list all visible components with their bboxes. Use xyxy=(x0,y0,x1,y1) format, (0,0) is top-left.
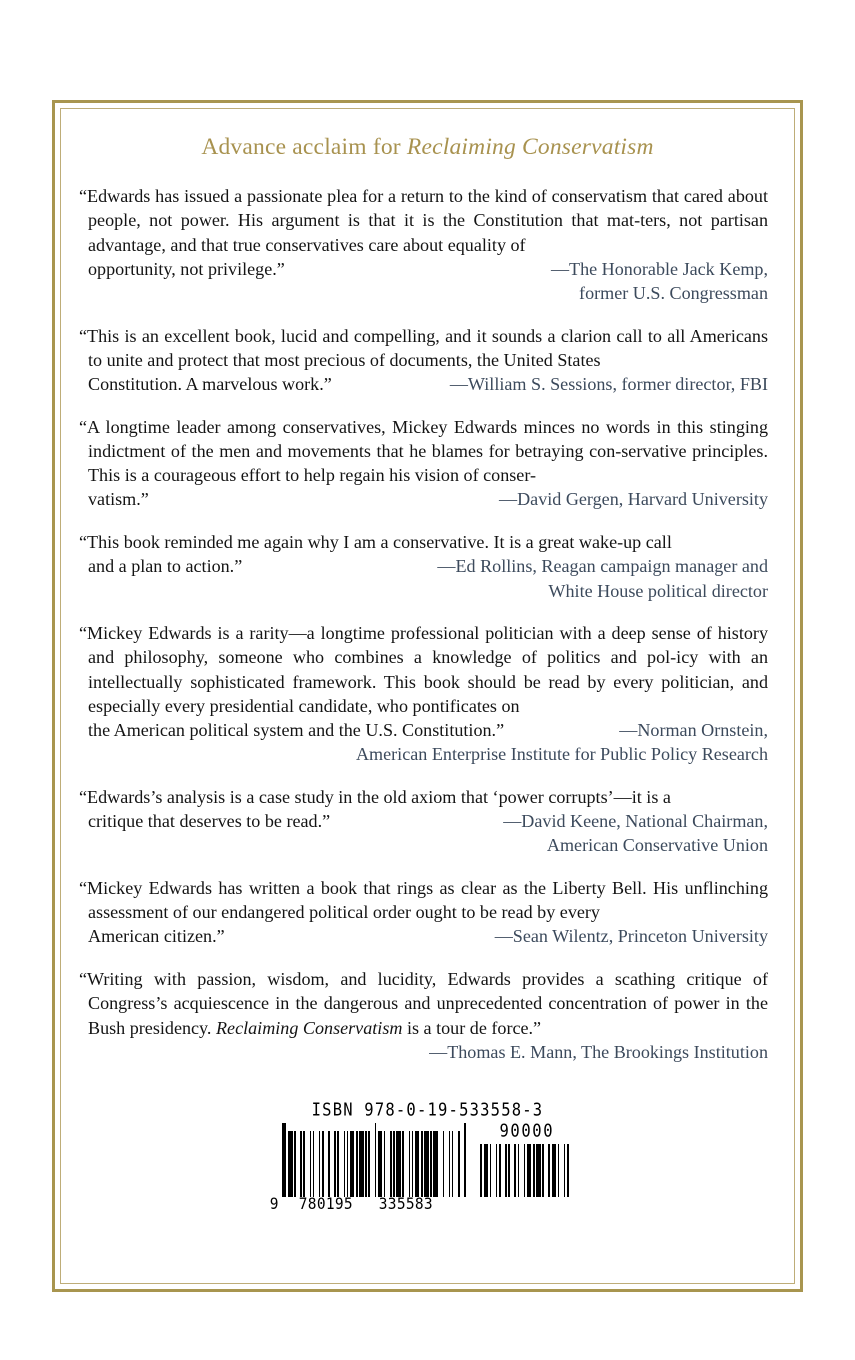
blurb-last-line xyxy=(79,924,768,948)
ean5-addon-value: 90000 xyxy=(499,1120,555,1141)
blurb xyxy=(79,415,768,512)
blurb xyxy=(79,876,768,949)
blurb-quote-closing: vatism.” xyxy=(88,489,149,510)
ean13-right-group: 335583 xyxy=(378,1196,433,1214)
blurb-last-line xyxy=(79,257,768,281)
blurb-attribution: —The Honorable Jack Kemp, xyxy=(550,258,768,279)
ean5-addon-bars xyxy=(480,1144,573,1197)
blurb xyxy=(79,184,768,305)
blurb-quote-closing: American citizen.” xyxy=(88,926,225,947)
blurb-attribution-line: former U.S. Congressman xyxy=(579,283,768,303)
ean13-barcode xyxy=(269,1123,468,1214)
blurb-quote-text: “Mickey Edwards has written a book that rings as clear as the Liberty Bell. His unflinching assessment of our endangered political order ought to be read by every xyxy=(79,878,768,923)
blurb-attribution: —Ed Rollins, Reagan campaign manager and xyxy=(437,556,768,577)
blurb-attribution-line: American Enterprise Institute for Public Policy Research xyxy=(355,744,768,765)
blurb-quote-text: “This book reminded me again why I am a conservative. It is a great wake-up call xyxy=(79,532,672,553)
blurb-attribution-line: White House political director xyxy=(548,580,768,601)
blurb-quote-closing: Constitution. A marvelous work.” xyxy=(88,374,332,395)
blurb-quote-closing: critique that deserves to be read.” xyxy=(88,811,331,832)
blurb-last-line xyxy=(79,487,768,511)
blurb xyxy=(79,530,768,603)
blurb-quote-closing: the American political system and the U.S. Constitution.” xyxy=(88,720,505,741)
blurb-attribution-line: American Conservative Union xyxy=(546,835,768,856)
barcode-row xyxy=(269,1120,573,1214)
blurb-quote-text: “Edwards has issued a passionate plea for a return to the kind of conservatism that cared about people, not power. His argument is that it is the Constitution that mat-ters, not partisan advantage, and that true conservatives care about equality of xyxy=(79,186,768,255)
blurb-quote-text: “Writing with passion, wisdom, and lucidity, Edwards provides a scathing critique of Congress’s acquiescence in the dangerous and unprecedented concentration of power in the Bush presidency. Reclaiming Conservatism is a tour de force.” xyxy=(79,969,768,1038)
blurb-quote-text: “A longtime leader among conservatives, Mickey Edwards minces no words in this stinging indictment of the men and movements that he blames for betraying con-servative principles. This is a courageous effort to help regain his vision of conser- xyxy=(79,416,768,486)
isbn-label: ISBN 978-0-19-533558-3 xyxy=(311,1099,544,1120)
blurb xyxy=(79,621,768,766)
page-title xyxy=(79,100,776,161)
ean13-lead-digit: 9 xyxy=(269,1196,279,1214)
ean13-bars xyxy=(282,1123,468,1197)
blurb-attribution: —William S. Sessions, former director, FBI xyxy=(449,374,768,395)
blurb xyxy=(79,785,768,858)
blurb-quote-tail-text: is a tour de force.” xyxy=(402,1017,542,1038)
ean5-addon-barcode xyxy=(480,1120,573,1197)
ean13-digits xyxy=(269,1196,468,1214)
blurb-list xyxy=(79,184,776,1064)
blurb-last-line xyxy=(79,554,768,578)
blurb-attribution: —Sean Wilentz, Princeton University xyxy=(494,926,768,947)
blurb-quote-text: “Edwards’s analysis is a case study in the old axiom that ‘power corrupts’—it is a xyxy=(79,786,671,807)
blurb-quote-book-title: Reclaiming Conservatism xyxy=(215,1017,403,1038)
cover-content xyxy=(79,100,776,1292)
page-title-book-name: Reclaiming Conservatism xyxy=(406,134,654,160)
blurb-quote-text: “This is an excellent book, lucid and compelling, and it sounds a clarion call to all Americans to unite and protect that most precious of documents, the United States xyxy=(79,325,768,370)
blurb-attribution: —David Gergen, Harvard University xyxy=(499,489,768,510)
barcode-block xyxy=(79,1099,776,1214)
page-title-prefix: Advance acclaim for xyxy=(201,134,407,160)
blurb xyxy=(79,967,768,1064)
blurb-last-line xyxy=(79,718,768,742)
blurb-quote-text: “Mickey Edwards is a rarity—a longtime professional politician with a deep sense of history and philosophy, someone who combines a knowledge of politics and pol-icy with an intellectually sophisticated framework. This book should be read by every politician, and especially every presidential candidate, who pontificates on xyxy=(79,623,768,716)
blurb-quote-closing: opportunity, not privilege.” xyxy=(88,258,285,279)
blurb-last-line xyxy=(79,372,768,396)
blurb-attribution-line: —Thomas E. Mann, The Brookings Institution xyxy=(429,1041,768,1062)
blurb-attribution: —David Keene, National Chairman, xyxy=(503,811,768,832)
blurb xyxy=(79,324,768,397)
blurb-last-line xyxy=(79,809,768,833)
blurb-attribution: —Norman Ornstein, xyxy=(619,720,768,741)
blurb-quote-closing: and a plan to action.” xyxy=(88,556,243,577)
ean13-left-group: 780195 xyxy=(298,1196,353,1214)
